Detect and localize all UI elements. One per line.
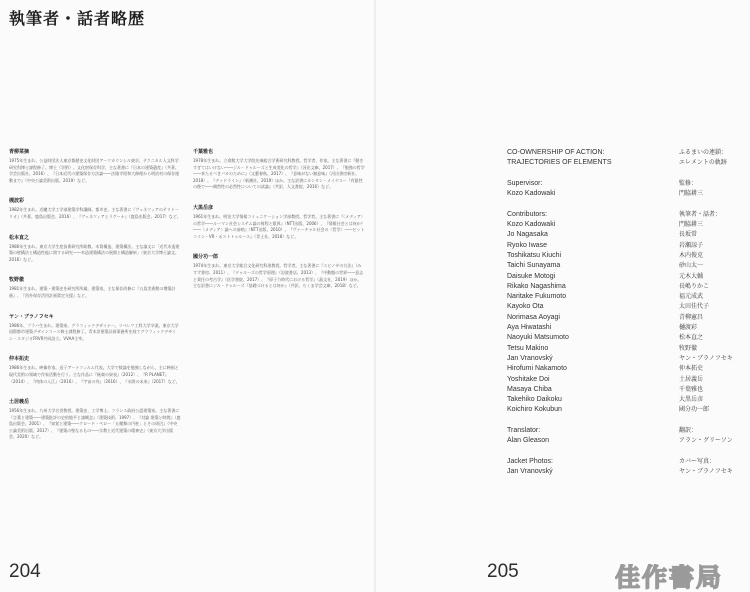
- credit-block: [679, 426, 749, 447]
- bio-text: 1975年生まれ。公益財団法人東京都歴史文化財団アーツカウンシル東京、テクニカル人文科学研究科博士課程修了。博士（学術）。文化財保存科学、主な著書に『日本の建築遺産』（共著、学芸出版社、2016）、『日本近代の建築保存方法論――法隆寺昭和大修理から明治村の保存運動まで』（中央公論美術出版、2019）など。: [9, 158, 180, 183]
- bio-name: 千葉雅也: [193, 149, 214, 155]
- bio-text: 1982年生まれ。近畿大学工学部建築学科講師。都市史。主な著書に『ヴェネツィアのテリトーリオ』（共著、鹿島出版会、2016）、『ヴェネツィアとラグーナ』（鹿島出版会、2017）など。: [9, 207, 181, 219]
- credit-line: ヤン・ブラノフセキ: [679, 468, 733, 476]
- bio-entry: [9, 398, 181, 441]
- bio-name: 青柳菜摘: [9, 149, 30, 155]
- credit-line: Rikako Nagashima: [507, 282, 566, 290]
- bio-name: 國分功一郎: [193, 254, 219, 261]
- credit-line: エレメントの軌跡: [679, 159, 727, 167]
- credit-heading: カバー写真：: [679, 457, 716, 465]
- credit-line: Ryoko Iwase: [507, 241, 548, 249]
- credit-heading: ふるまいの連鎖：: [679, 149, 728, 156]
- credit-line: 土居義岳: [679, 375, 704, 383]
- bio-text: 1986年生まれ。東京大学生産技術研究所助教。木質構造、建築構法。主な論文に「近代木造建築の壁構法と構造性能に関する研究――木造建築構法の展開と構造解析」（東京大学博士論文、2016）など。: [9, 243, 180, 262]
- credits-english: [507, 148, 667, 488]
- credit-line: Naoyuki Matsumoto: [507, 334, 569, 342]
- bio-entry: [9, 276, 181, 299]
- bio-text: 1956年生まれ。九州大学名誉教授。建築史、工学博士。フランス政府公認建築家。主な著書に『言葉と建築――建築批評の史的地平と諸概念』（建築技術、1997）、『対論 建築と時間』（鹿島出版会、2001）、『知覚と建築――クロード・ペロー「五種類の円柱」とその周辺』（中央公論美術出版、2017）、『建築の聖なるもの――宗教と近代建築の精神史』（東京大学出版会、2020）など。: [9, 408, 181, 440]
- credit-line: 福元成武: [679, 293, 704, 301]
- credit-line: 門脇耕三: [679, 190, 704, 198]
- credit-line: 門脇耕三: [679, 221, 704, 229]
- credit-line: 松本直之: [679, 334, 704, 342]
- credit-line: 仲本拓史: [679, 365, 704, 373]
- credit-line: Kozo Kadowaki: [507, 221, 556, 229]
- bio-entry: [193, 253, 365, 289]
- bio-entry: [9, 197, 181, 220]
- credit-line: Masaya Chiba: [507, 385, 552, 393]
- bio-name: 槻波彩: [9, 198, 25, 205]
- page-gutter: [374, 0, 376, 592]
- credit-heading: Supervisor:: [507, 179, 543, 187]
- left-page-number: 204: [9, 561, 41, 582]
- credit-line: 千葉雅也: [679, 385, 704, 393]
- bio-text: 1986年、プラハ生まれ。建築家、グラフィックデザイナー。リベレツ工科大学卒業。東京大学国際都市建築デザインコース修士課程修了。青木淳建築計画事務所を経てグラフィックデザイン・スタジオFRVR共同設立。VVAA主宰。: [9, 322, 179, 341]
- bio-name: ヤン・ブラノフセキ: [9, 313, 54, 320]
- credits-japanese: [679, 148, 749, 488]
- credit-heading: 翻訳：: [679, 427, 698, 435]
- credit-line: Kayoko Ota: [507, 303, 544, 311]
- credit-line: ヤン・ブラノフセキ: [679, 354, 733, 362]
- bio-entry: [9, 313, 181, 343]
- credit-line: Tetsu Makino: [507, 344, 549, 352]
- bio-column-1: [9, 148, 181, 454]
- credit-heading: Jacket Photos:: [507, 457, 553, 465]
- credit-heading: 執筆者・話者：: [679, 210, 722, 218]
- credit-line: Jan Vranovský: [507, 354, 553, 362]
- credit-heading: CO-OWNERSHIP OF ACTION:: [507, 149, 605, 156]
- credit-line: Yoshitake Doi: [507, 375, 550, 383]
- credit-line: 木内俊克: [679, 251, 704, 259]
- page-title: 執筆者・話者略歴: [9, 9, 146, 28]
- bio-name: 土居義岳: [9, 399, 30, 406]
- bio-column-2: [193, 148, 365, 303]
- bio-name: 松本直之: [9, 234, 30, 241]
- credit-block: [507, 426, 667, 447]
- credit-line: Norimasa Aoyagi: [507, 313, 560, 321]
- bio-entry: [9, 234, 181, 264]
- credit-heading: Translator:: [507, 427, 541, 435]
- credit-block: [507, 148, 667, 169]
- bio-name: 仲本拓史: [9, 356, 30, 363]
- credit-block: [679, 148, 749, 169]
- right-page-number: 205: [487, 561, 519, 582]
- credit-line: Alan Gleason: [507, 437, 550, 445]
- credit-block: [507, 179, 667, 200]
- bio-entry: [9, 148, 181, 184]
- credit-line: 長坂常: [679, 231, 698, 239]
- credit-line: 樋渡彩: [679, 324, 698, 332]
- credit-heading: 監修：: [679, 179, 698, 187]
- credit-line: TRAJECTORIES OF ELEMENTS: [507, 159, 612, 167]
- bio-text: 1978年生まれ。立命館大学大学院先端総合学術研究科教授。哲学者、作家。主な著書に『動きすぎてはいけない――ジル・ドゥルーズと生成変化の哲学』（河出文庫、2017）、『勉強の哲学――来たるべきバカのために』（文藝春秋、2017）、『意味がない無意味』（河出書房新社、2018）、『デッドライン』（新潮社、2019）ほか。主な訳書にカンタン・メイヤスー『有限性の後で――偶然性の必然性についての試論』（共訳、人文書院、2016）など。: [193, 158, 365, 190]
- credit-line: 太田佳代子: [679, 303, 710, 311]
- bio-name: 牧野徹: [9, 277, 25, 284]
- credit-line: Toshikatsu Kiuchi: [507, 251, 562, 259]
- credit-line: アラン・グリーソン: [679, 437, 733, 445]
- credit-line: 大黒岳彦: [679, 396, 704, 404]
- watermark-text: 佳作書局: [615, 564, 724, 590]
- credit-line: Kozo Kadowaki: [507, 190, 556, 198]
- credit-block: [679, 179, 749, 200]
- credit-line: Takehiko Daikoku: [507, 396, 562, 404]
- credit-line: 岩瀬諒子: [679, 241, 704, 249]
- bio-text: 1961年生まれ。明治大学情報コミュニケーション学部教授。哲学者。主な著書に『〈メディア〉の哲学――ルーマン社会システム論の射程と限界』（NTT出版、2006）、『情報社会とは何か？――〈メディア〉論への前哨』（NTT出版、2010）、『ヴァーチャル社会の〈哲学〉――ビットコイン・VR・ポストトゥルース』（青土社、2018）など。: [193, 213, 365, 239]
- bio-text: 1974年生まれ。東京大学総合文化研究科准教授。哲学者。主な著書に『スピノザの方法』（みすず書房、2011）、『ドゥルーズの哲学原理』（岩波書店、2013）、『中動態の世界――意志と責任の考古学』（医学書院、2017）、『原子力時代における哲学』（晶文社、2019）ほか。主な訳書にジル・ドゥルーズ『基礎づけるとは何か』（共訳、ちくま学芸文庫、2018）など。: [193, 263, 364, 289]
- bio-name: 大黒岳彦: [193, 204, 214, 211]
- credit-block: [507, 210, 667, 416]
- watermark-logo: [615, 564, 747, 590]
- credit-line: 元木大輔: [679, 272, 704, 280]
- credit-line: Aya Hiwatashi: [507, 324, 552, 332]
- bio-text: 1986年生まれ。映像作家。逗子アートフィルム代表。大学で数論を勉強しながら、主に映画と現代美術の領域で作家活動を行う。主な作品に『極楽の果表』（2012）、『R PLANET』（2014）、『肉体の入江』（2016）、『宇宙の舟』（2016）、『水際の未来』（2017）など。: [9, 365, 180, 384]
- credit-line: Naritake Fukumoto: [507, 293, 567, 301]
- credit-line: Hirofumi Nakamoto: [507, 365, 567, 373]
- credit-block: [507, 457, 667, 478]
- credit-block: [679, 457, 749, 478]
- bio-text: 1981年生まれ。建築・建築史を研究所所属。建築家。主な保存改修に『五島美術館の増築計画』、『西外保存活用計画策定支援』など。: [9, 286, 176, 298]
- bio-entry: [9, 355, 181, 385]
- credit-line: Daisuke Motogi: [507, 272, 556, 280]
- credit-line: 青柳憲昌: [679, 313, 704, 321]
- credit-line: Jo Nagasaka: [507, 231, 548, 239]
- bio-entry: [193, 204, 365, 240]
- credit-heading: Contributors:: [507, 210, 548, 218]
- credit-line: 砂山太一: [679, 262, 704, 270]
- credit-line: 牧野徹: [679, 344, 698, 352]
- credit-line: Koichiro Kokubun: [507, 406, 562, 414]
- credit-line: Jan Vranovský: [507, 468, 553, 476]
- credit-block: [679, 210, 749, 416]
- credit-line: Taichi Sunayama: [507, 262, 561, 270]
- bio-entry: [193, 148, 365, 191]
- credit-line: 長嶋りかこ: [679, 282, 710, 290]
- credit-line: 國分功一郎: [679, 406, 710, 414]
